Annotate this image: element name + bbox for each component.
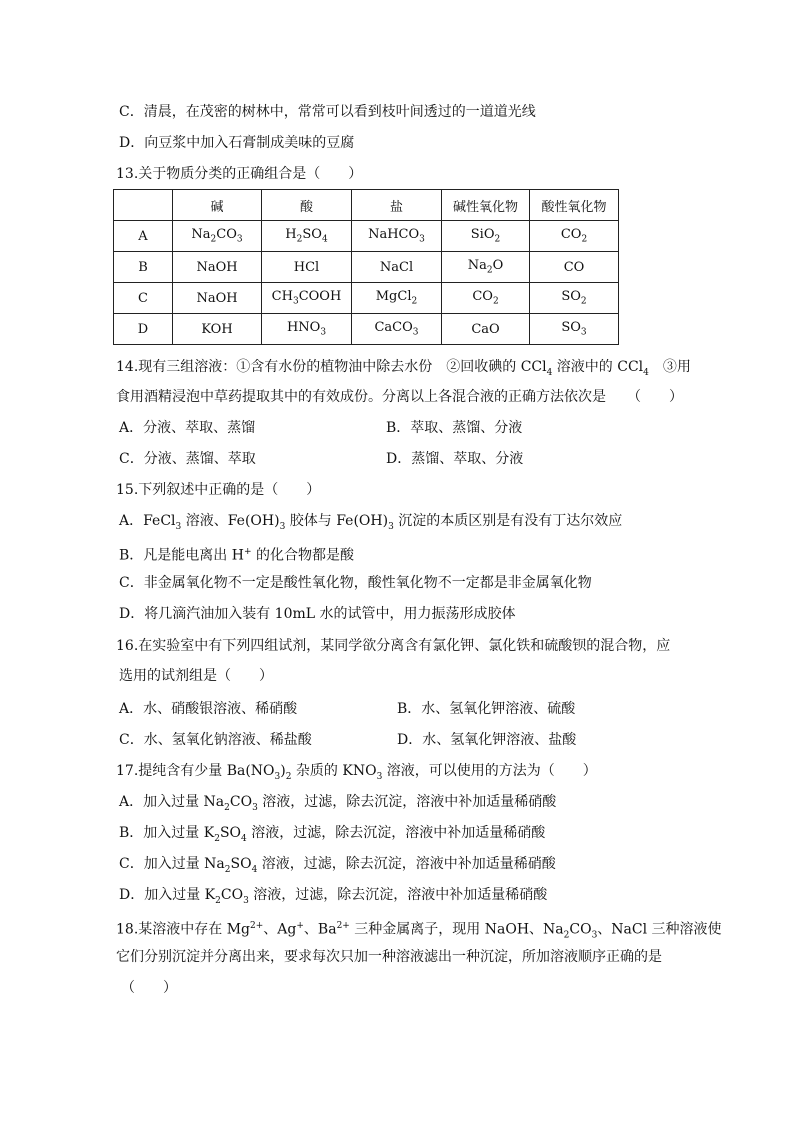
- table-header-cell: 碱性氧化物: [442, 190, 530, 221]
- q14-option-b: B．萃取、蒸馏、分液: [386, 420, 523, 436]
- q17-option-d: D．加入过量 $K_2CO_3$ 溶液，过滤，除去沉淀，溶液中补加适量稀硝酸: [119, 887, 548, 906]
- table-cell: $SO_2$: [530, 283, 619, 314]
- table-header-cell: 酸性氧化物: [530, 190, 619, 221]
- table-row: [114, 314, 619, 345]
- table-cell: $CO_2$: [530, 221, 619, 252]
- table-cell: NaCl: [352, 252, 442, 283]
- table-cell: MgCl$_2$: [352, 283, 442, 314]
- q17-stem: 17.提纯含有少量 $Ba(NO_3)_2$ 杂质的 $KNO_3$ 溶液，可以使用的方法为（ ）: [116, 763, 597, 782]
- q15-stem: 15.下列叙述中正确的是（ ）: [116, 482, 321, 498]
- table-header-cell: 盐: [352, 190, 442, 221]
- q15-option-d: D．将几滴汽油加入装有 10mL 水的试管中，用力振荡形成胶体: [119, 606, 516, 622]
- table-row: [114, 252, 619, 283]
- table-cell: CaO: [442, 314, 530, 345]
- table-cell: D: [114, 314, 173, 345]
- table-header-row: [114, 190, 619, 221]
- q18-stem-line2: 它们分别沉淀并分离出来，要求每次只加一种溶液滤出一种沉淀，所加溶液顺序正确的是: [116, 949, 662, 965]
- table-cell: C: [114, 283, 173, 314]
- q16-option-d: D．水、氢氧化钾溶液、盐酸: [397, 732, 577, 748]
- q17-option-b: B．加入过量 $K_2SO_4$ 溶液，过滤，除去沉淀，溶液中补加适量稀硝酸: [119, 825, 546, 844]
- q18-stem-line1: 18.某溶液中存在 $Mg^{2+}$、Ag+、$Ba^{2+}$ 三种金属离子，现用 NaOH、$Na_2CO_3$、NaCl 三种溶液使: [116, 921, 722, 941]
- q15-option-c: C．非金属氧化物不一定是酸性氧化物，酸性氧化物不一定都是非金属氧化物: [119, 575, 592, 591]
- table-cell: $CH_3COOH$: [262, 283, 352, 314]
- table-cell: $H_2SO_4$: [262, 221, 352, 252]
- table-cell: CaCO$_3$: [352, 314, 442, 345]
- table-cell: B: [114, 252, 173, 283]
- table-cell: KOH: [173, 314, 262, 345]
- q13-stem: 13.关于物质分类的正确组合是（ ）: [116, 166, 363, 182]
- table-cell: NaOH: [173, 283, 262, 314]
- table-cell: $HNO_3$: [262, 314, 352, 345]
- q15-option-a: A．FeCl$_3$ 溶液、$Fe(OH)_3$ 胶体与 $Fe(OH)_3$ 沉淀的本质区别是有没有丁达尔效应: [119, 513, 623, 532]
- table-cell: $SO_3$: [530, 314, 619, 345]
- q16-stem-line2: 选用的试剂组是（ ）: [119, 668, 273, 684]
- table-header-cell: 酸: [262, 190, 352, 221]
- table-header-cell: 碱: [173, 190, 262, 221]
- table-row: [114, 221, 619, 252]
- table-cell: HCl: [262, 252, 352, 283]
- table-cell: NaHCO$_3$: [352, 221, 442, 252]
- q12-option-d: D．向豆浆中加入石膏制成美味的豆腐: [119, 135, 355, 151]
- table-cell: SiO$_2$: [442, 221, 530, 252]
- q12-option-c: C．清晨，在茂密的树林中，常常可以看到枝叶间透过的一道道光线: [119, 104, 536, 120]
- table-cell: $CO_2$: [442, 283, 530, 314]
- q17-option-a: A．加入过量 $Na_2CO_3$ 溶液，过滤，除去沉淀，溶液中补加适量稀硝酸: [119, 794, 557, 813]
- table-cell: NaOH: [173, 252, 262, 283]
- q18-stem-line3: （ ）: [121, 980, 177, 996]
- table-header-cell: [114, 190, 173, 221]
- classification-table: [113, 189, 619, 345]
- q16-option-b: B．水、氢氧化钾溶液、硫酸: [397, 701, 576, 717]
- table-cell: $Na_2CO_3$: [173, 221, 262, 252]
- q15-option-b: B．凡是能电离出 H+ 的化合物都是酸: [119, 547, 354, 564]
- q14-option-d: D．蒸馏、萃取、分液: [386, 451, 524, 467]
- q16-stem-line1: 16.在实验室中有下列四组试剂，某同学欲分离含有氯化钾、氯化铁和硫酸钡的混合物，应: [116, 638, 671, 654]
- q16-option-c: C．水、氢氧化钠溶液、稀盐酸: [119, 732, 312, 748]
- q16-option-a: A．水、硝酸银溶液、稀硝酸: [119, 701, 298, 717]
- table-cell: CO: [530, 252, 619, 283]
- q14-stem-line2: 食用酒精浸泡中草药提取其中的有效成份。分离以上各混合液的正确方法依次是 （ ）: [116, 389, 683, 405]
- q14-option-c: C．分液、蒸馏、萃取: [119, 451, 256, 467]
- table-row: [114, 283, 619, 314]
- q14-stem-line1: 14.现有三组溶液：①含有水份的植物油中除去水份 ②回收碘的 CCl$_4$ 溶液中的 CCl$_4$ ③用: [116, 359, 691, 378]
- table-cell: A: [114, 221, 173, 252]
- table-cell: $Na_2O$: [442, 252, 530, 283]
- q14-option-a: A．分液、萃取、蒸馏: [119, 420, 256, 436]
- q17-option-c: C．加入过量 $Na_2SO_4$ 溶液，过滤，除去沉淀，溶液中补加适量稀硝酸: [119, 856, 556, 875]
